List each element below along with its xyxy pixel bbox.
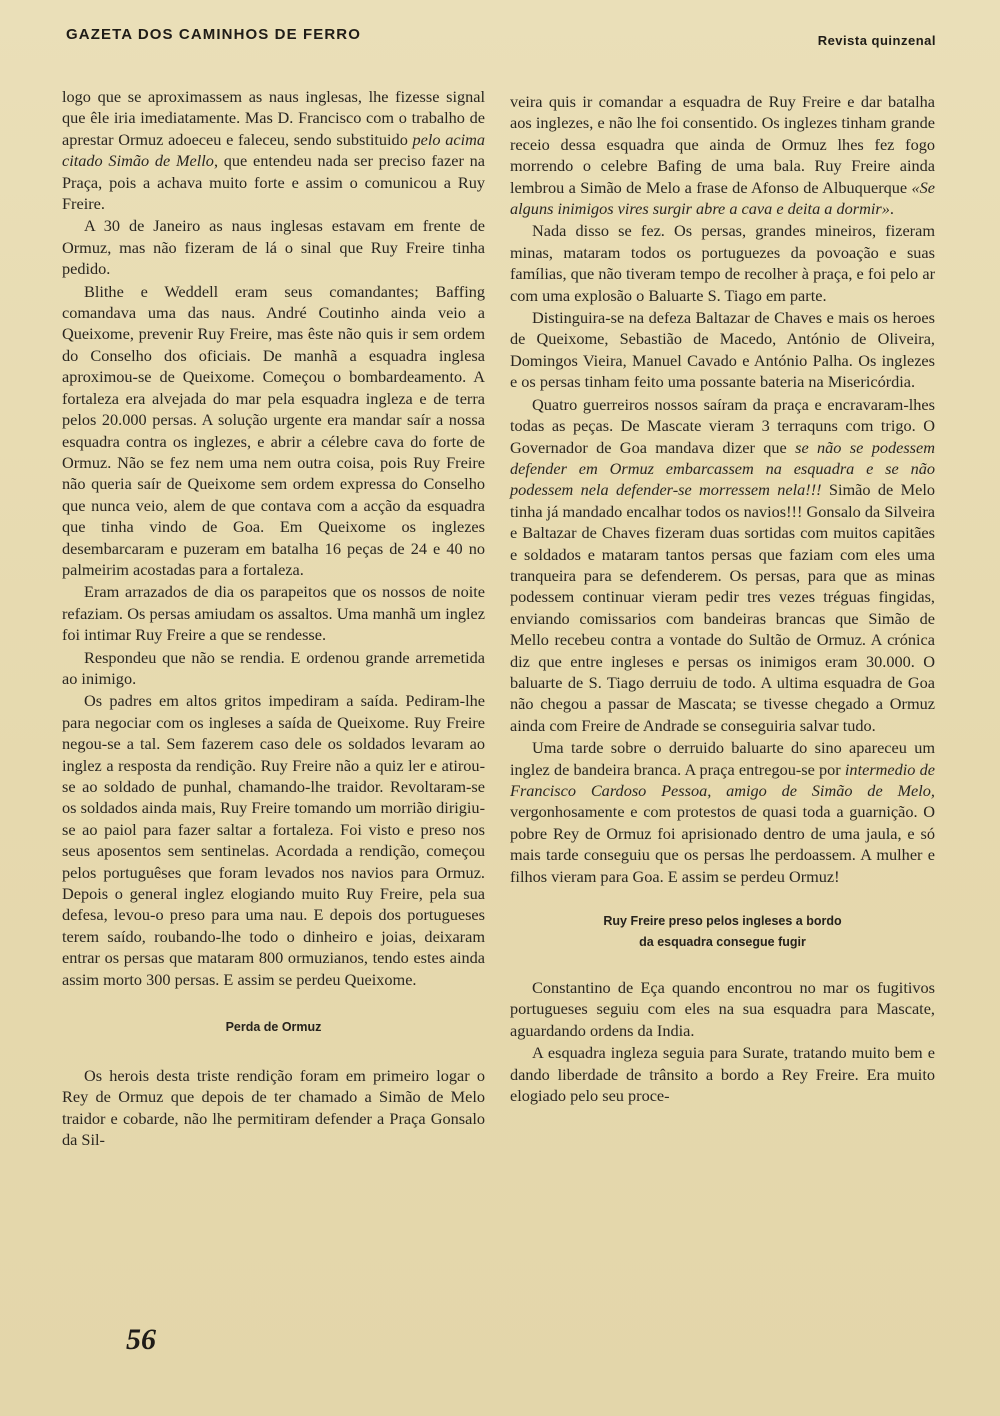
section-heading-line: da esquadra consegue fugir xyxy=(639,935,806,950)
right-column xyxy=(510,91,935,1106)
section-heading-line: Ruy Freire preso pelos ingleses a bordo xyxy=(603,914,842,929)
paragraph-text: . xyxy=(889,199,894,219)
paragraph: Constantino de Eça quando encontrou no mar os fugitivos portugueses seguiu com eles na sua esquadra para Mascate, aguardando ordens da India. xyxy=(510,978,935,1040)
italic-text: pelo acima citado Simão de Mello xyxy=(62,129,486,171)
section-heading xyxy=(510,911,935,953)
italic-text: intermedio de Francisco Cardoso Pessoa, amigo de Simão de Melo, xyxy=(510,759,935,800)
paragraph-text: Simão de Melo tinha já mandado encalhar todos os navios!!! Gonsalo da Silveira e Baltazar de Chaves fizeram duas sortidas com muitos capitães e soldados e mataram tantos persas que faziam com eles uma tranqueira para se defenderem. Os persas, para que as minas podessem continuar vieram pedir tres vezes tréguas fingidas, enviando comissarios com bandeiras brancas que Simão de Mello recebeu contra a vontade do Sultão de Ormuz. A crónica diz que entre ingleses e persas os inimigos eram 30.000. O baluarte de S. Tiago derruiu de todo. A ultima esquadra de Goa não chegou a passar de Mascata; se tivesse chegado a Ormuz ainda com Freire de Andrade se conseguiria salvar tudo. xyxy=(510,480,935,735)
paragraph: A esquadra ingleza seguia para Surate, tratando muito bem e dando liberdade de trânsito a bordo a Rey Freire. Era muito elogiado pelo seu proce- xyxy=(510,1043,935,1106)
paragraph: Eram arrazados de dia os parapeitos que os nossos de noite refaziam. Os persas amiudam os assaltos. Uma manhã um inglez foi intimar Ruy Freire a que se rendesse. xyxy=(62,582,485,645)
left-column xyxy=(62,86,485,1151)
paragraph: Nada disso se fez. Os persas, grandes mineiros, fizeram minas, mataram todos os portuguezes da povoação e suas famílias, que não tiveram tempo de recolher à praça, e foi pelo ar com uma explosão o Baluarte S. Tiago em parte. xyxy=(510,221,935,305)
paragraph: Os herois desta triste rendição foram em primeiro logar o Rey de Ormuz que depois de ter chamado a Simão de Melo traidor e cobarde, não lhe permitiram defender a Praça Gonsalo da Sil- xyxy=(62,1066,485,1150)
paragraph-text: veira quis ir comandar a esquadra de Ruy Freire e dar batalha aos inglezes, e não lhe foi consentido. Os inglezes tinham grande receio dessa esquadra que ainda de Ormuz lhes fez fogo morrendo o celebre Bafing de uma bala. Ruy Freire ainda lembrou a Simão de Melo a frase de Afonso de Albuquerque xyxy=(510,92,935,197)
magazine-subtitle: Revista quinzenal xyxy=(817,33,936,48)
paragraph: Distinguira-se na defeza Baltazar de Chaves e mais os heroes de Queixome, Sebastião de Macedo, António de Oliveira, Domingos Vieira, Manuel Cavado e António Palha. Os inglezes e os persas tinham feito uma possante bateria na Misericórdia. xyxy=(510,308,935,392)
section-heading: Perda de Ormuz xyxy=(225,1020,322,1035)
paragraph xyxy=(62,86,485,214)
paragraph xyxy=(510,737,935,887)
paragraph: Os padres em altos gritos impediram a saída. Pediram-lhe para negociar com os ingleses a saída de Queixome. Ruy Freire negou-se a tal. Sem fazerem caso dele os soldados levaram ao inglez a resposta da rendição. Ruy Freire não a quiz ler e atirou-se ao soldado de punhal, chamando-lhe traidor. Revoltaram-se os soldados ainda mais, Ruy Freire tomando um morrião dirigiu-se ao paiol para fazer saltar a fortaleza. Foi visto e preso nos seus aposentos sem sentinelas. Acordada a rendição, começou pelos portuguêses que foram levados nos navios para Ormuz. Depois o general inglez elogiando muito Ruy Freire, pela sua defesa, levou-o preso para uma nau. E depois dos portugueses terem saído, roubando-lhe todo o dinheiro e joias, deixaram entrar os persas que mataram 800 ormuzianos, tendo estes ainda assim morto 300 persas. E assim se perdeu Queixome. xyxy=(62,691,485,989)
paragraph-text: Quatro guerreiros nossos saíram da praça e encravaram-lhes todas as peças. De Mascate vieram 3 terraquns com trigo. O Governador de Goa mandava dizer que xyxy=(510,394,935,457)
paragraph xyxy=(510,394,935,737)
paragraph: Respondeu que não se rendia. E ordenou grande arremetida ao inimigo. xyxy=(62,647,485,688)
paragraph-text: vergonhosamente e com protestos de quasi toda a guarnição. O pobre Rey de Ormuz foi aprisionado dentro de uma jaula, e só mais tarde conseguiu que os persas lhe perdoassem. A mulher e filhos vieram para Goa. E assim se perdeu Ormuz! xyxy=(510,802,935,886)
paragraph: Blithe e Weddell eram seus comandantes; Baffing comandava uma das naus. André Coutinho ainda veio a Queixome, prevenir Ruy Freire, mas êste não quis ir sem ordem do Conselho dos oficiais. De manhã a esquadra inglesa aproximou-se de Queixome. Começou o bombardeamento. A fortaleza era alvejada do mar pela esquadra ingleza e de terra pelos 20.000 persas. A solução urgente era mandar saír a nossa esquadra contra os inglezes, e abrir a célebre cava do forte de Ormuz. Não se fez nem uma nem outra coisa, pois Ruy Freire não queria saír de Queixome sem ordem expressa do Conselho que nunca veio, alem de que contava com a acção da esquadra que tinha vindo de Goa. Em Queixome os inglezes desembarcaram e puzeram em batalha 16 peças de 24 e 40 no palmeirim acostadas para a fortaleza. xyxy=(62,281,485,579)
paragraph-text: , que entendeu nada ser preciso fazer na Praça, pois a achava muito forte e assim o comunicou a Ruy Freire. xyxy=(62,151,486,214)
italic-text: «Se alguns inimigos vires surgir abre a cava e deita a dormir» xyxy=(510,177,935,219)
paragraph-text: Uma tarde sobre o derruido baluarte do sino apareceu um inglez de bandeira branca. A praça entregou-se por xyxy=(510,738,935,779)
paragraph-text: logo que se aproximassem as naus inglesas, lhe fizesse signal que êle iria imediatamente. Mas D. Francisco com o trabalho de aprestar Ormuz adoeceu e faleceu, sendo substituido xyxy=(62,87,485,149)
paragraph: A 30 de Janeiro as naus inglesas estavam em frente de Ormuz, mas não fizeram de lá o sinal que Ruy Freire tinha pedido. xyxy=(62,216,485,279)
italic-text: se não se podessem defender em Ormuz embarcassem na esquadra e se não podessem nela defender-se morressem nela!!! xyxy=(510,437,936,500)
page-number: 56 xyxy=(126,1323,156,1356)
magazine-title: GAZETA DOS CAMINHOS DE FERRO xyxy=(66,26,361,43)
paragraph xyxy=(510,91,935,219)
